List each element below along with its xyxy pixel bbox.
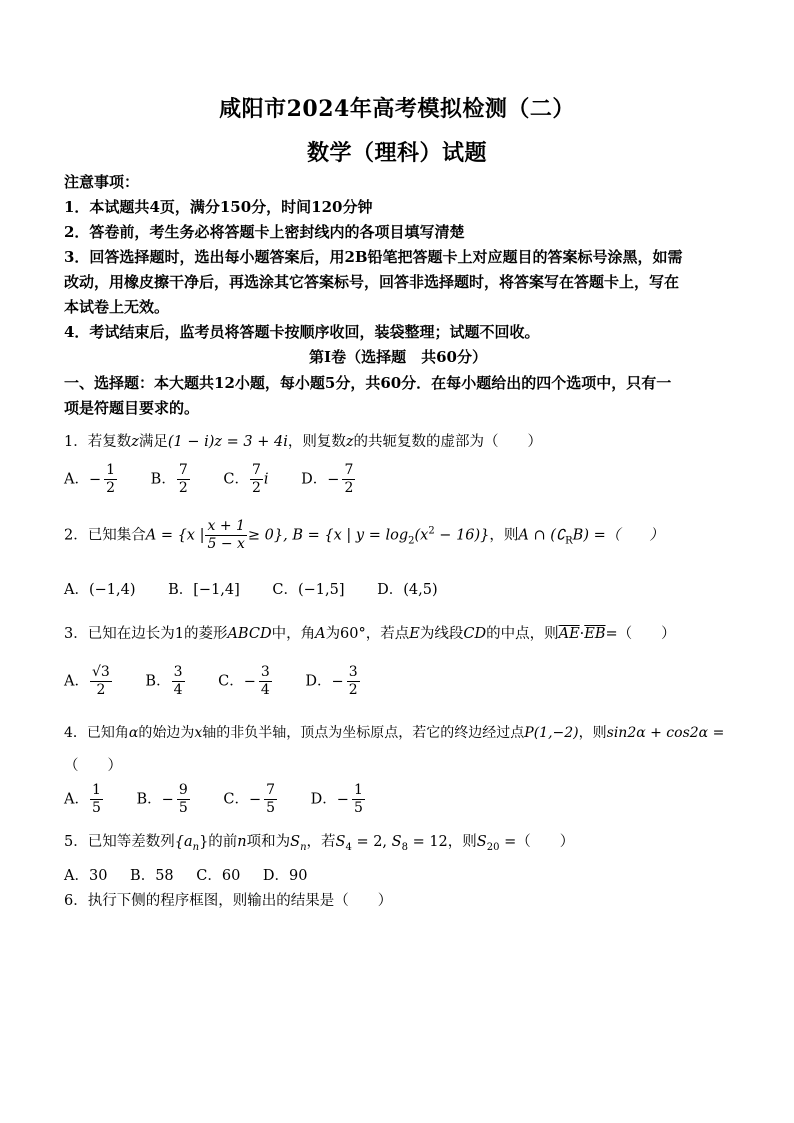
option-sign: − [336,791,349,808]
option-label: C． [223,471,249,488]
denominator: 2 [348,682,358,698]
option-label: A． [64,791,89,808]
notice-heading: 注意事项： [64,173,140,191]
option-b: B．58 [130,868,174,884]
numerator: 7 [266,782,276,798]
q5-text: ，若 [306,834,336,850]
complement-sub: R [565,535,573,547]
fraction [104,462,117,497]
sum-s4-value: = 2, [351,834,392,850]
fraction [177,462,190,497]
option-sign: − [88,471,102,488]
option-d: D．90 [262,868,308,884]
option-a: A．(−1,4) [64,582,136,598]
fraction [250,462,263,497]
sequence: } [199,834,209,850]
numerator: x + 1 [207,518,245,534]
set-expression: A ∩ (∁ [518,527,566,544]
angle-var: A [315,626,326,642]
denominator: 2 [106,480,116,496]
axis-var: x [194,725,203,741]
sum-s8-value: = 12 [407,834,448,850]
dot-operator: · [579,626,585,642]
vector-eb: $\overline{EB}$ [584,626,606,642]
q4-text: 轴的非负半轴，顶点为坐标原点，若它的终边经过点 [202,725,525,741]
option-sign: − [327,471,340,488]
q1-text: ，则复数 [287,434,346,450]
q5-text: 5．已知等差数列 [64,834,175,850]
option-d [311,782,366,817]
denominator: 2 [178,480,188,496]
option-label: C． [223,791,249,808]
denominator: 5 [353,800,363,816]
question-3 [64,622,744,643]
numerator: 7 [178,462,188,478]
option-sign: − [161,791,174,808]
q1-equation: (1 − i)z = 3 + 4i [167,434,288,450]
question-4 [64,722,744,742]
q2-text: 2．已知集合 [64,527,146,544]
option-label: B． [136,791,162,808]
denominator: 5 [266,800,276,816]
q2-text: ，则 [489,527,519,544]
q1-options [64,462,384,497]
option-label: A． [64,673,89,690]
option-b [137,782,191,817]
option-a [64,664,113,699]
subscript: 20 [486,841,500,853]
section-line: 一、选择题：本大题共12小题，每小题5分，共60分．在每小题给出的四个选项中，只有一 [64,374,672,392]
point-var: E [409,626,420,642]
numerator: 1 [106,462,116,478]
option-label: B． [145,673,171,690]
fraction [205,518,246,553]
q5-text: 的前 [208,834,238,850]
q1-text: 满足 [138,434,168,450]
q3-text: 中，角 [271,626,316,642]
option-label: B． [150,471,176,488]
rhombus-name: ABCD [227,626,272,642]
notice-item: 2．答卷前，考生务必将答题卡上密封线内的各项目填写清楚 [64,223,465,241]
notice-item: 本试卷上无效。 [64,298,170,316]
question-6: 6．执行下侧的程序框图，则输出的结果是（ ） [64,893,393,909]
fraction [177,782,190,817]
option-b [145,664,185,699]
subscript: n [300,841,307,853]
part1-heading: 第Ⅰ卷（选择题 共60分） [309,348,487,366]
numerator: 7 [344,462,354,478]
fraction [90,782,103,817]
denominator: 2 [96,682,106,698]
option-sign: − [248,791,262,808]
q3-text: 为60°，若点 [325,626,410,642]
q1-text: 的共轭复数的虚部为（ ） [353,434,543,450]
exam-title: 咸阳市2024年高考模拟检测（二） [219,96,575,122]
q4-options [64,782,394,817]
sum-s4: S [335,834,346,850]
log-base: 2 [408,535,415,547]
option-label: D． [310,791,337,808]
option-label: C． [218,673,244,690]
section-line: 项是符题目要求的。 [64,399,200,417]
q4-text: ，则 [578,725,607,741]
trig-expression: sin2α + cos2α = [606,725,725,741]
exam-subtitle: 数学（理科）试题 [306,140,487,166]
option-b: B．[−1,4] [168,582,240,598]
numerator: √3 [91,664,110,680]
option-d [305,664,360,699]
question-2 [64,518,744,553]
denominator: 5 [178,800,188,816]
notice-item: 4．考试结束后，监考员将答题卡按顺序收回，装袋整理；试题不回收。 [64,323,540,341]
q3-text: =（ ） [605,626,676,642]
q4-answer-paren: （ ） [64,758,122,774]
denominator: 5 − x [207,536,245,552]
option-sign: − [243,673,256,690]
subscript: n [192,841,200,853]
q3-text: 为线段 [419,626,464,642]
denominator: 4 [173,682,183,698]
notice-item: 3．回答选择题时，选出每小题答案后，用2B铅笔把答题卡上对应题目的答案标号涂黑，如需 [64,248,683,266]
set-expression: B) =（ ） [572,527,664,544]
q1-var: z [345,434,354,450]
option-a: A．30 [64,868,108,884]
denominator: 2 [251,480,261,496]
q5-text: =（ ） [499,834,575,850]
set-b: − 16)} [434,527,490,544]
fraction [259,664,272,699]
fraction [342,462,355,497]
var-n: n [237,834,247,850]
option-label: A． [64,471,89,488]
section-instructions [64,371,732,421]
set-a: ≥ 0} [247,527,284,544]
vector-ae: $\overline{AE}$ [558,626,580,642]
q5-options [64,864,326,885]
denominator: 4 [260,682,270,698]
exponent: 2 [428,525,435,537]
option-d: D．(4,5) [377,582,438,598]
q4-text: 4．已知角 [64,725,129,741]
angle-var: α [128,725,139,741]
sum-s20: S [476,834,487,850]
fraction [172,664,185,699]
notice-block [64,170,732,345]
notice-item: 改动，用橡皮擦干净后，再选涂其它答案标号，回答非选择题时，将答案写在答题卡上，写在 [64,273,680,291]
option-c: C．(−1,5] [272,582,345,598]
option-label: D． [301,471,328,488]
set-a: A = {x | [145,527,205,544]
q5-text: ，则 [447,834,477,850]
option-d [301,462,356,497]
numerator: 7 [251,462,261,478]
set-b: (x [414,527,429,544]
sum-sn: S [290,834,301,850]
subscript: 8 [401,841,408,853]
numerator: 1 [91,782,101,798]
option-a [64,462,118,497]
numerator: 3 [173,664,183,680]
q2-options [64,578,466,599]
q1-text: 1．若复数 [64,434,132,450]
numerator: 3 [260,664,270,680]
subscript: 4 [345,841,352,853]
q3-text: 3．已知在边长为1的菱形 [64,626,228,642]
numerator: 3 [348,664,358,680]
notice-item: 1．本试题共4页，满分150分，时间120分钟 [64,198,373,216]
option-label: D． [305,673,332,690]
segment-name: CD [463,626,487,642]
question-5 [64,830,744,853]
sum-s8: S [391,834,402,850]
sequence: {a [174,834,193,850]
option-c [223,462,268,497]
q4-text: 的始边为 [138,725,195,741]
imag-unit: i [263,471,269,488]
numerator: 9 [178,782,188,798]
option-c [218,664,273,699]
option-a [64,782,104,817]
set-b: , B = {x | y = log [283,527,409,544]
denominator: 2 [344,480,354,496]
q1-var: z [131,434,139,450]
question-1 [64,430,744,451]
q3-options [64,664,389,699]
option-c [223,782,278,817]
q3-text: 的中点，则 [486,626,559,642]
fraction [90,664,112,699]
denominator: 5 [91,800,101,816]
fraction [264,782,277,817]
numerator: 1 [353,782,363,798]
point-p: P(1,−2) [524,725,579,741]
fraction [352,782,365,817]
option-sign: − [331,673,344,690]
fraction [347,664,360,699]
option-b [151,462,191,497]
option-c: C．60 [196,868,241,884]
q5-text: 项和为 [246,834,291,850]
